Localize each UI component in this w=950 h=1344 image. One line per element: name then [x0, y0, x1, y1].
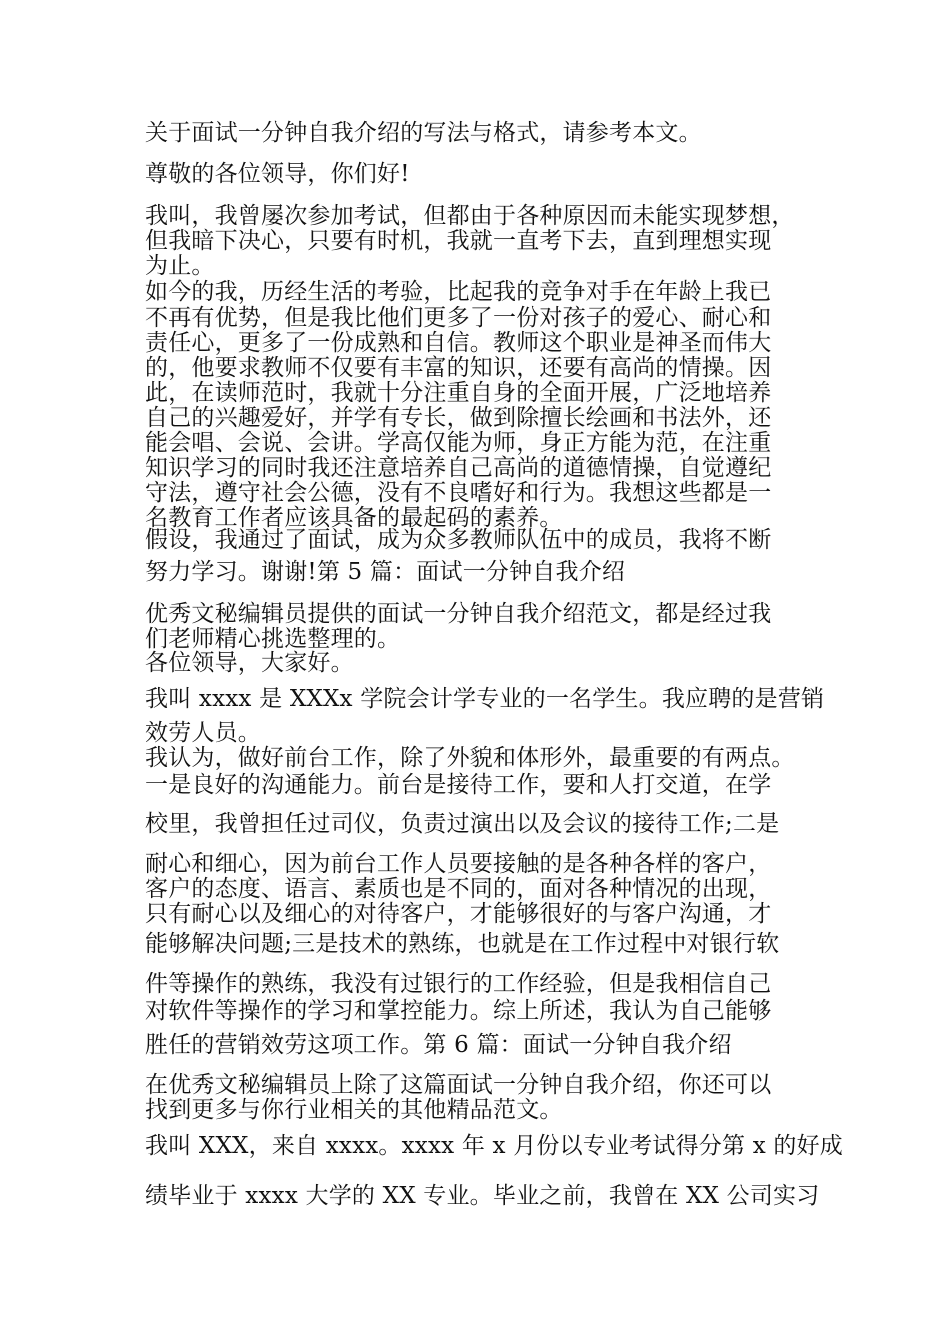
text-line: 知识学习的同时我还注意培养自己高尚的道德情操，自觉遵纪	[145, 455, 772, 481]
text-line: 尊敬的各位领导，你们好!	[145, 161, 410, 187]
text-line: 我叫 xxxx 是 XXXx 学院会计学专业的一名学生。我应聘的是营销	[145, 686, 825, 712]
text-line: 能会唱、会说、会讲。学高仅能为师，身正方能为范，在注重	[145, 430, 772, 456]
text-line: 我叫，我曾屡次参加考试，但都由于各种原因而未能实现梦想，	[145, 203, 795, 229]
text-line: 假设，我通过了面试，成为众多教师队伍中的成员，我将不断	[145, 527, 772, 553]
text-line: 努力学习。谢谢!第 5 篇：面试一分钟自我介绍	[145, 559, 626, 585]
text-line: 此，在读师范时，我就十分注重自身的全面开展，广泛地培养	[145, 380, 772, 406]
text-line: 一是良好的沟通能力。前台是接待工作，要和人打交道，在学	[145, 772, 772, 798]
text-line: 名教育工作者应该具备的最起码的素养。	[145, 505, 563, 531]
text-line: 胜任的营销效劳这项工作。第 6 篇：面试一分钟自我介绍	[145, 1032, 732, 1058]
text-line: 优秀文秘编辑员提供的面试一分钟自我介绍范文，都是经过我	[145, 601, 772, 627]
text-line: 我认为，做好前台工作，除了外貌和体形外，最重要的有两点。	[145, 745, 795, 771]
text-line: 不再有优势，但是我比他们更多了一份对孩子的爱心、耐心和	[145, 305, 772, 331]
text-line: 只有耐心以及细心的对待客户，才能够很好的与客户沟通，才	[145, 901, 772, 927]
text-line: 校里，我曾担任过司仪，负责过演出以及会议的接待工作;二是	[145, 811, 780, 837]
text-line: 各位领导，大家好。	[145, 650, 354, 676]
text-line: 客户的态度、语言、素质也是不同的，面对各种情况的出现，	[145, 876, 772, 902]
text-line: 件等操作的熟练，我没有过银行的工作经验，但是我相信自己	[145, 971, 772, 997]
text-line: 找到更多与你行业相关的其他精品范文。	[145, 1097, 563, 1123]
text-line: 们老师精心挑选整理的。	[145, 626, 401, 652]
text-line: 能够解决问题;三是技术的熟练，也就是在工作过程中对银行软	[145, 931, 780, 957]
text-line: 的，他要求教师不仅要有丰富的知识，还要有高尚的情操。因	[145, 355, 772, 381]
text-line: 自己的兴趣爱好，并学有专长，做到除擅长绘画和书法外，还	[145, 405, 772, 431]
text-line: 但我暗下决心，只要有时机，我就一直考下去，直到理想实现	[145, 228, 772, 254]
text-line: 责任心，更多了一份成熟和自信。教师这个职业是神圣而伟大	[145, 330, 772, 356]
text-line: 绩毕业于 xxxx 大学的 XX 专业。毕业之前，我曾在 XX 公司实习	[145, 1183, 820, 1209]
text-line: 耐心和细心，因为前台工作人员要接触的是各种各样的客户，	[145, 851, 772, 877]
text-line: 关于面试一分钟自我介绍的写法与格式，请参考本文。	[145, 120, 702, 146]
text-line: 守法，遵守社会公德，没有不良嗜好和行为。我想这些都是一	[145, 480, 772, 506]
text-line: 对软件等操作的学习和掌控能力。综上所述，我认为自己能够	[145, 998, 772, 1024]
text-line: 如今的我，历经生活的考验，比起我的竞争对手在年龄上我已	[145, 279, 772, 305]
text-line: 效劳人员。	[145, 720, 261, 746]
text-line: 我叫 XXX，来自 xxxx。xxxx 年 x 月份以专业考试得分第 x 的好成	[145, 1133, 844, 1159]
text-line: 在优秀文秘编辑员上除了这篇面试一分钟自我介绍，你还可以	[145, 1072, 772, 1098]
text-line: 为止。	[145, 253, 215, 279]
